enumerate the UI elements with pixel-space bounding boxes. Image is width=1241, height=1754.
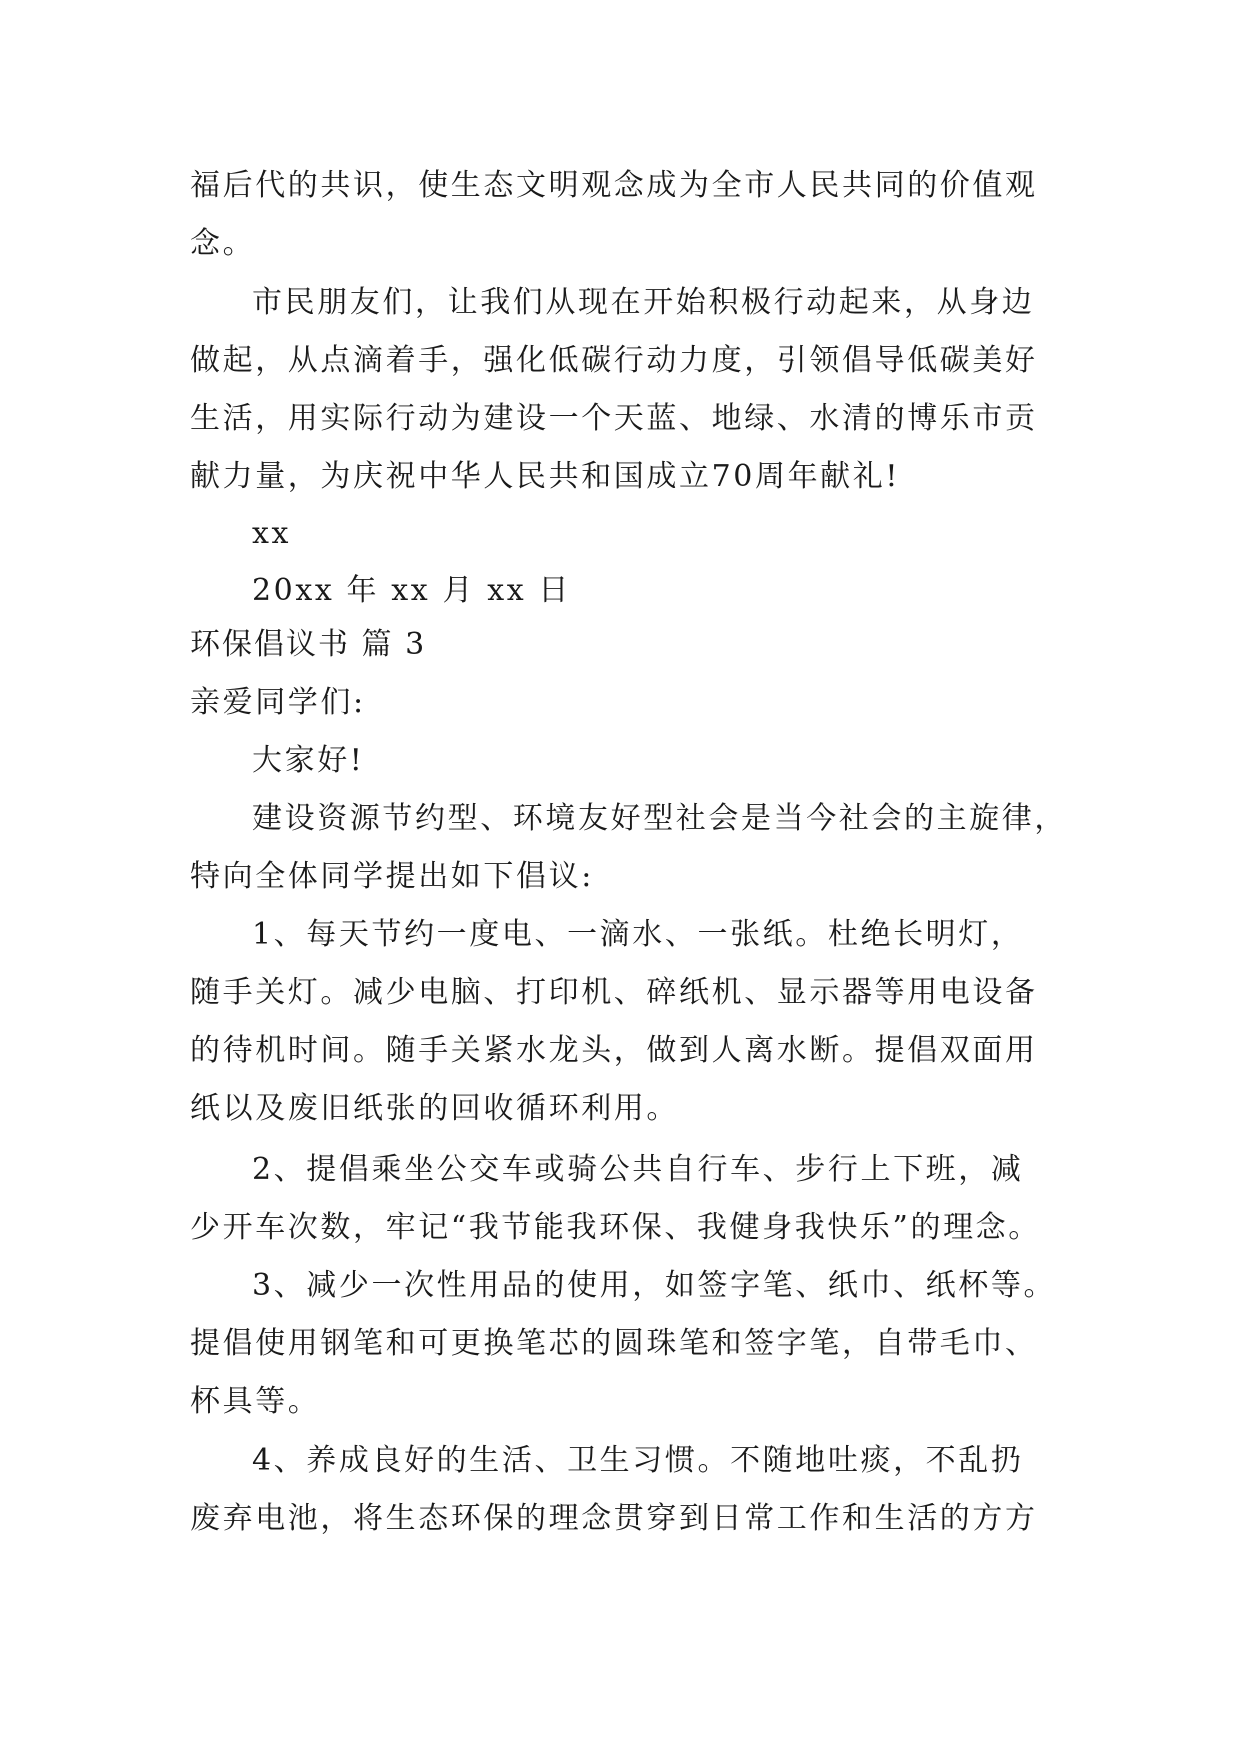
paragraph-line: 生活，用实际行动为建设一个天蓝、地绿、水清的博乐市贡	[190, 401, 1038, 436]
paragraph-line: 念。	[190, 226, 256, 261]
list-item-line: 2、提倡乘坐公交车或骑公共自行车、步行上下班，减	[252, 1152, 1024, 1187]
list-item-line: 3、减少一次性用品的使用，如签字笔、纸巾、纸杯等。	[252, 1268, 1057, 1303]
list-item-line: 的待机时间。随手关紧水龙头，做到人离水断。提倡双面用	[190, 1033, 1038, 1068]
greeting: 大家好!	[252, 743, 365, 778]
paragraph-line: 献力量，为庆祝中华人民共和国成立70周年献礼!	[190, 459, 901, 494]
paragraph-line: 市民朋友们，让我们从现在开始积极行动起来，从身边	[252, 285, 1035, 320]
signature-date: 20xx 年 xx 月 xx 日	[252, 573, 571, 608]
paragraph-line: 特向全体同学提出如下倡议:	[190, 859, 594, 894]
section-heading: 环保倡议书 篇 3	[190, 627, 427, 662]
list-item-line: 废弃电池，将生态环保的理念贯穿到日常工作和生活的方方	[190, 1501, 1038, 1536]
list-item-line: 1、每天节约一度电、一滴水、一张纸。杜绝长明灯，	[252, 917, 1024, 952]
list-item-line: 随手关灯。减少电脑、打印机、碎纸机、显示器等用电设备	[190, 975, 1038, 1010]
paragraph-line: 福后代的共识，使生态文明观念成为全市人民共同的价值观	[190, 168, 1038, 203]
list-item-line: 纸以及废旧纸张的回收循环利用。	[190, 1091, 679, 1126]
paragraph-line: 建设资源节约型、环境友好型社会是当今社会的主旋律，	[252, 801, 1067, 836]
salutation: 亲爱同学们:	[190, 685, 366, 720]
signature-name: xx	[252, 516, 292, 551]
list-item-line: 4、养成良好的生活、卫生习惯。不随地吐痰，不乱扔	[252, 1443, 1024, 1478]
paragraph-line: 做起，从点滴着手，强化低碳行动力度，引领倡导低碳美好	[190, 343, 1038, 378]
list-item-line: 提倡使用钢笔和可更换笔芯的圆珠笔和签字笔，自带毛巾、	[190, 1326, 1038, 1361]
list-item-line: 少开车次数，牢记“我节能我环保、我健身我快乐”的理念。	[190, 1210, 1041, 1245]
list-item-line: 杯具等。	[190, 1384, 321, 1419]
